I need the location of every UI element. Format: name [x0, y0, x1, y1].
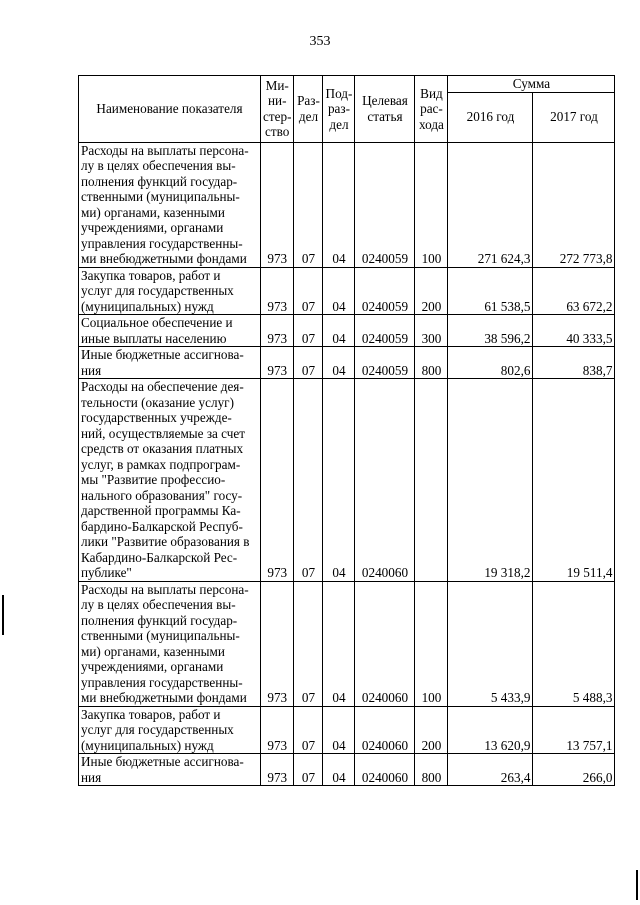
amount-2016-cell: 802,6	[448, 347, 533, 379]
indicator-name-line: полнения функций государ-	[81, 173, 238, 189]
indicator-name-line: Закупка товаров, работ и	[81, 267, 221, 283]
indicator-name-line: услуг, в рамках подпрограм-	[81, 456, 241, 472]
expense-type-cell: 800	[415, 754, 448, 786]
subsection-cell: 04	[323, 315, 355, 347]
header-expense-type	[415, 76, 448, 143]
target-item-cell: 0240059	[355, 267, 415, 315]
section-cell: 07	[294, 267, 323, 315]
indicator-name-line: управления государственны-	[81, 235, 243, 251]
indicator-name-cell	[79, 706, 261, 754]
table-row	[79, 315, 615, 347]
ministry-cell: 973	[261, 706, 294, 754]
header-line: дел	[329, 116, 349, 132]
header-line: стер-	[263, 108, 292, 124]
amount-2017-cell: 13 757,1	[533, 706, 615, 754]
ministry-cell: 973	[261, 754, 294, 786]
header-name: Наименование показателя	[79, 76, 261, 143]
indicator-name-line: Социальное обеспечение и	[81, 315, 233, 330]
section-cell: 07	[294, 581, 323, 706]
subsection-cell: 04	[323, 142, 355, 267]
table-row	[79, 142, 615, 267]
indicator-name-cell	[79, 267, 261, 315]
indicator-name-cell	[79, 754, 261, 786]
expense-type-cell: 200	[415, 267, 448, 315]
indicator-name-line: Иные бюджетные ассигнова-	[81, 754, 244, 769]
indicator-name-line: дарственной программы Ка-	[81, 503, 241, 518]
section-cell: 07	[294, 754, 323, 786]
section-cell: 07	[294, 142, 323, 267]
header-line: хода	[419, 116, 444, 132]
amount-2017-cell: 19 511,4	[533, 379, 615, 582]
table-row	[79, 706, 615, 754]
subsection-cell: 04	[323, 379, 355, 582]
subsection-cell: 04	[323, 706, 355, 754]
header-sum: Сумма	[448, 76, 615, 93]
ministry-cell: 973	[261, 142, 294, 267]
indicator-name-line: полнения функций государ-	[81, 612, 238, 628]
amount-2016-cell: 271 624,3	[448, 142, 533, 267]
indicator-name-line: публике"	[81, 565, 132, 580]
indicator-name-line: учреждениями, органами	[81, 220, 224, 235]
indicator-name-line: ний, осуществляемые за счет	[81, 425, 246, 441]
indicator-name-line: ми внебюджетными фондами	[81, 251, 247, 266]
table-row	[79, 379, 615, 582]
indicator-name-line: (муниципальных) нужд	[81, 737, 214, 753]
header-line: Раз-	[297, 93, 320, 109]
table-header	[79, 76, 615, 143]
amount-2017-cell: 272 773,8	[533, 142, 615, 267]
table-row	[79, 347, 615, 379]
amount-2016-cell: 263,4	[448, 754, 533, 786]
indicator-name-line: Расходы на выплаты персона-	[81, 581, 249, 597]
page-number: 353	[309, 34, 331, 49]
section-cell: 07	[294, 315, 323, 347]
target-item-cell: 0240059	[355, 347, 415, 379]
indicator-name-line: нального образования" госу-	[81, 487, 243, 503]
indicator-name-line: Иные бюджетные ассигнова-	[81, 347, 244, 362]
indicator-name-line: ственными (муниципальны-	[81, 628, 240, 643]
indicator-name-line: ми) органами, казенными	[81, 204, 225, 220]
indicator-name-line: (муниципальных) нужд	[81, 298, 214, 314]
indicator-name-cell	[79, 142, 261, 267]
header-line: рас-	[420, 101, 443, 116]
table-row	[79, 267, 615, 315]
header-section	[294, 76, 323, 143]
header-line: дел	[298, 108, 319, 124]
indicator-name-line: ния	[81, 769, 102, 785]
header-subsection	[323, 76, 355, 143]
indicator-name-cell	[79, 315, 261, 347]
budget-table	[78, 75, 615, 786]
amount-2016-cell: 19 318,2	[448, 379, 533, 582]
indicator-name-line: иные выплаты населению	[81, 330, 227, 346]
amount-2017-cell: 40 333,5	[533, 315, 615, 347]
target-item-cell: 0240060	[355, 379, 415, 582]
target-item-cell: 0240060	[355, 581, 415, 706]
subsection-cell: 04	[323, 347, 355, 379]
ministry-cell: 973	[261, 267, 294, 315]
indicator-name-line: услуг для государственных	[81, 722, 234, 737]
ministry-cell: 973	[261, 315, 294, 347]
amount-2017-cell: 5 488,3	[533, 581, 615, 706]
ministry-cell: 973	[261, 347, 294, 379]
target-item-cell: 0240059	[355, 142, 415, 267]
header-line: ство	[265, 124, 290, 140]
header-line: Под-	[325, 85, 353, 101]
indicator-name-line: средств от оказания платных	[81, 441, 244, 456]
amount-2017-cell: 266,0	[533, 754, 615, 786]
amount-2016-cell: 61 538,5	[448, 267, 533, 315]
expense-type-cell: 200	[415, 706, 448, 754]
amount-2016-cell: 5 433,9	[448, 581, 533, 706]
section-cell: 07	[294, 706, 323, 754]
indicator-name-line: Кабардино-Балкарской Рес-	[81, 549, 238, 565]
section-cell: 07	[294, 379, 323, 582]
indicator-name-cell	[79, 347, 261, 379]
indicator-name-line: лу в целях обеспечения вы-	[81, 158, 236, 173]
ministry-cell: 973	[261, 379, 294, 582]
indicator-name-line: ния	[81, 362, 102, 378]
indicator-name-line: Расходы на обеспечение дея-	[81, 379, 244, 394]
target-item-cell: 0240060	[355, 706, 415, 754]
amount-2017-cell: 838,7	[533, 347, 615, 379]
expense-type-cell: 800	[415, 347, 448, 379]
amount-2016-cell: 38 596,2	[448, 315, 533, 347]
subsection-cell: 04	[323, 581, 355, 706]
indicator-name-line: Закупка товаров, работ и	[81, 706, 221, 722]
expense-type-cell: 100	[415, 581, 448, 706]
header-line: ни-	[267, 93, 287, 109]
table-body	[79, 142, 615, 786]
indicator-name-line: управления государственны-	[81, 674, 243, 690]
header-line: статья	[367, 108, 403, 124]
header-year-2017: 2017 год	[533, 92, 615, 142]
target-item-cell: 0240060	[355, 754, 415, 786]
header-ministry	[261, 76, 294, 143]
indicator-name-cell	[79, 581, 261, 706]
indicator-name-line: лики "Развитие образования в	[81, 534, 250, 549]
indicator-name-line: ми внебюджетными фондами	[81, 690, 247, 705]
indicator-name-line: ми) органами, казенными	[81, 643, 225, 659]
expense-type-cell: 100	[415, 142, 448, 267]
subsection-cell: 04	[323, 267, 355, 315]
indicator-name-line: государственных учрежде-	[81, 410, 232, 425]
indicator-name-line: лу в целях обеспечения вы-	[81, 597, 236, 612]
header-line: Ми-	[265, 77, 289, 93]
indicator-name-line: учреждениями, органами	[81, 659, 224, 674]
table-row	[79, 581, 615, 706]
expense-type-cell	[415, 379, 448, 582]
header-target-item	[355, 76, 415, 143]
ministry-cell: 973	[261, 581, 294, 706]
header-line: Целевая	[362, 93, 408, 109]
indicator-name-line: услуг для государственных	[81, 283, 234, 298]
target-item-cell: 0240059	[355, 315, 415, 347]
indicator-name-line: мы "Развитие профессио-	[81, 472, 226, 487]
indicator-name-line: тельности (оказание услуг)	[81, 394, 234, 410]
indicator-name-cell	[79, 379, 261, 582]
amount-2016-cell: 13 620,9	[448, 706, 533, 754]
header-year-2016: 2016 год	[448, 92, 533, 142]
header-line: раз-	[327, 101, 350, 116]
expense-type-cell: 300	[415, 315, 448, 347]
table-row	[79, 754, 615, 786]
header-line: Вид	[420, 85, 443, 101]
indicator-name-line: бардино-Балкарской Респуб-	[81, 518, 243, 534]
indicator-name-line: Расходы на выплаты персона-	[81, 142, 249, 158]
section-cell: 07	[294, 347, 323, 379]
amount-2017-cell: 63 672,2	[533, 267, 615, 315]
subsection-cell: 04	[323, 754, 355, 786]
indicator-name-line: ственными (муниципальны-	[81, 189, 240, 204]
